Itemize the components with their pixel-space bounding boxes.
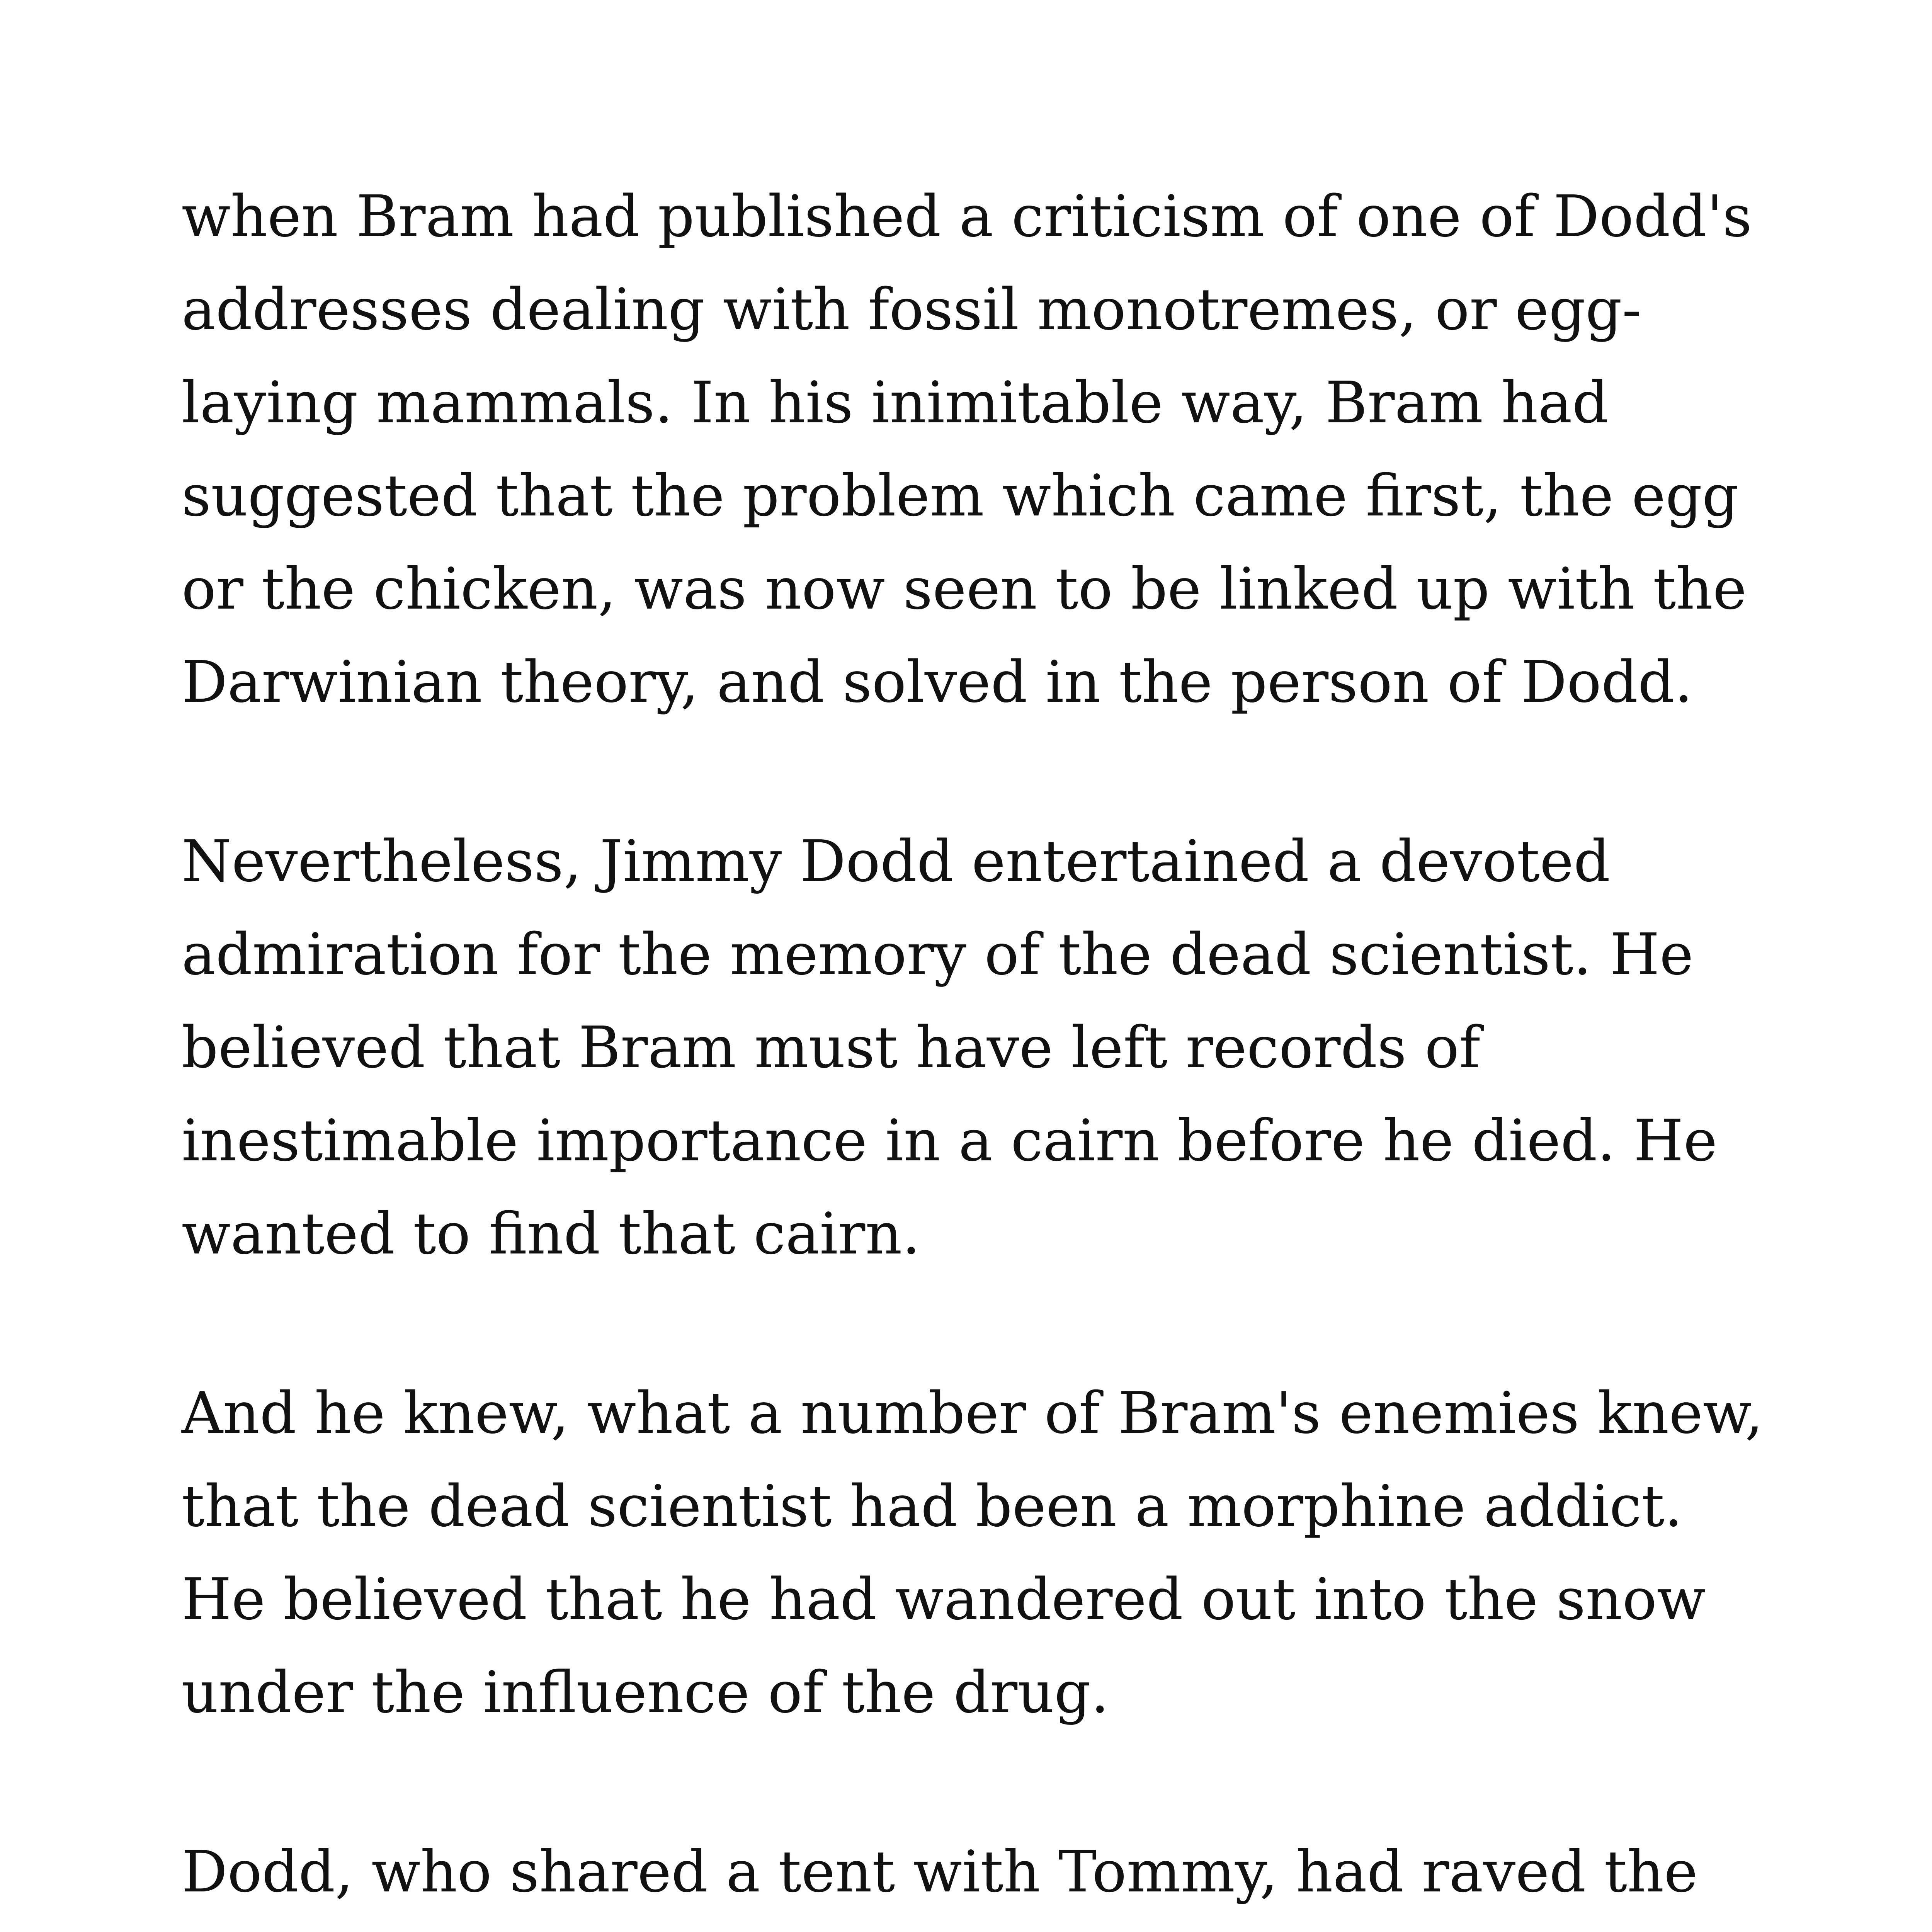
text-line: wanted to find that cairn. bbox=[182, 1201, 920, 1267]
text-line: He believed that he had wandered out into the snow bbox=[182, 1566, 1706, 1633]
paragraph-4 bbox=[182, 1825, 1824, 1932]
body-text bbox=[182, 170, 1824, 1932]
paragraph-1 bbox=[182, 170, 1824, 729]
text-line: under the influence of the drug. bbox=[182, 1659, 1109, 1726]
text-line: And he knew, what a number of Bram's enemies knew, bbox=[182, 1380, 1764, 1446]
text-line: laying mammals. In his inimitable way, Bram had bbox=[182, 369, 1609, 436]
text-line: suggested that the problem which came first, the egg bbox=[182, 463, 1739, 529]
text-line: addresses dealing with fossil monotremes, or egg- bbox=[182, 276, 1641, 343]
paragraph-2 bbox=[182, 815, 1824, 1281]
text-line: inestimable importance in a cairn before he died. He bbox=[182, 1107, 1718, 1174]
text-line: believed that Bram must have left records of bbox=[182, 1014, 1481, 1081]
text-line: admiration for the memory of the dead scientist. He bbox=[182, 921, 1694, 988]
text-line bbox=[182, 1918, 1824, 1932]
text-line: Nevertheless, Jimmy Dodd entertained a devoted bbox=[182, 828, 1611, 895]
text-line: that the dead scientist had been a morphine addict. bbox=[182, 1473, 1683, 1539]
text-line: Darwinian theory, and solved in the person of Dodd. bbox=[182, 649, 1693, 715]
text-line: Dodd, who shared a tent with Tommy, had raved the bbox=[182, 1838, 1698, 1905]
text-line: when Bram had published a criticism of one of Dodd's bbox=[182, 183, 1752, 250]
text-line: or the chicken, was now seen to be linked up with the bbox=[182, 556, 1747, 622]
paragraph-3 bbox=[182, 1367, 1824, 1739]
